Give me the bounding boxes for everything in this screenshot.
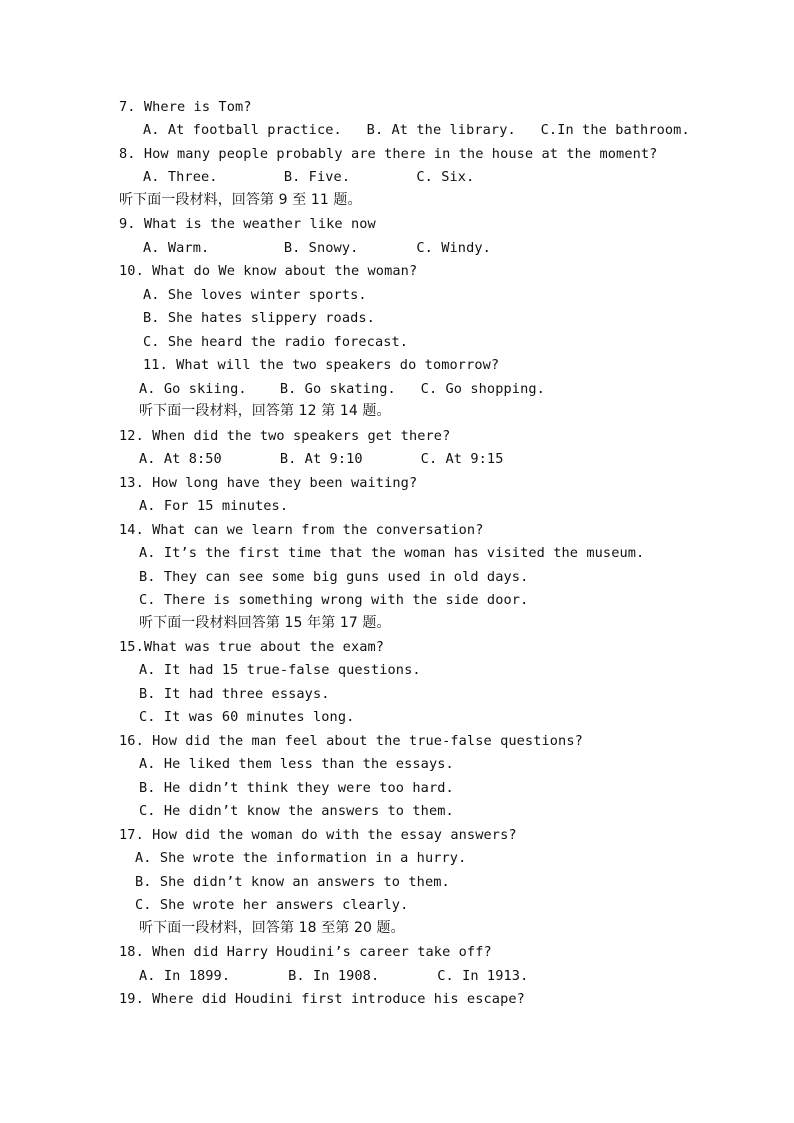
question-16-option-a: A. He liked them less than the essays. (139, 756, 454, 772)
question-17: 17. How did the woman do with the essay answers? (119, 827, 517, 843)
question-10-option-b: B. She hates slippery roads. (143, 310, 375, 326)
question-15-option-c: C. It was 60 minutes long. (139, 709, 355, 725)
question-17-option-c: C. She wrote her answers clearly. (135, 897, 409, 913)
question-11-options: A. Go skiing. B. Go skating. C. Go shopping. (139, 381, 545, 397)
section-instruction-12-14: 听下面一段材料，回答第 12 第 14 题。 (139, 403, 391, 419)
question-8: 8. How many people probably are there in the house at the moment? (119, 146, 658, 162)
question-13: 13. How long have they been waiting? (119, 475, 418, 491)
question-15: 15.What was true about the exam? (119, 639, 385, 655)
question-11: 11. What will the two speakers do tomorrow? (143, 357, 500, 373)
question-16-option-c: C. He didn’t know the answers to them. (139, 803, 454, 819)
question-17-option-a: A. She wrote the information in a hurry. (135, 850, 467, 866)
section-instruction-15-17: 听下面一段材料回答第 15 年第 17 题。 (139, 615, 391, 631)
question-12-options: A. At 8:50 B. At 9:10 C. At 9:15 (139, 451, 504, 467)
question-14-option-c: C. There is something wrong with the side door. (139, 592, 529, 608)
section-instruction-9-11: 听下面一段材料，回答第 9 至 11 题。 (119, 192, 362, 208)
question-15-option-b: B. It had three essays. (139, 686, 330, 702)
question-7: 7. Where is Tom? (119, 99, 252, 115)
question-7-options: A. At football practice. B. At the library. C.In the bathroom. (143, 122, 690, 138)
question-18: 18. When did Harry Houdini’s career take off? (119, 944, 492, 960)
question-10-option-a: A. She loves winter sports. (143, 287, 367, 303)
question-14: 14. What can we learn from the conversation? (119, 522, 484, 538)
question-14-option-b: B. They can see some big guns used in old days. (139, 569, 529, 585)
question-15-option-a: A. It had 15 true-false questions. (139, 662, 421, 678)
question-8-options: A. Three. B. Five. C. Six. (143, 169, 475, 185)
question-16: 16. How did the man feel about the true-false questions? (119, 733, 583, 749)
question-16-option-b: B. He didn’t think they were too hard. (139, 780, 454, 796)
question-9-options: A. Warm. B. Snowy. C. Windy. (143, 240, 491, 256)
question-10-option-c: C. She heard the radio forecast. (143, 334, 409, 350)
question-17-option-b: B. She didn’t know an answers to them. (135, 874, 450, 890)
question-18-options: A. In 1899. B. In 1908. C. In 1913. (139, 968, 529, 984)
question-12: 12. When did the two speakers get there? (119, 428, 451, 444)
question-13-option-a: A. For 15 minutes. (139, 498, 289, 514)
question-9: 9. What is the weather like now (119, 216, 376, 232)
question-19: 19. Where did Houdini first introduce his escape? (119, 991, 525, 1007)
question-10: 10. What do We know about the woman? (119, 263, 418, 279)
question-14-option-a: A. It’s the first time that the woman has visited the museum. (139, 545, 645, 561)
section-instruction-18-20: 听下面一段材料，回答第 18 至第 20 题。 (139, 920, 405, 936)
